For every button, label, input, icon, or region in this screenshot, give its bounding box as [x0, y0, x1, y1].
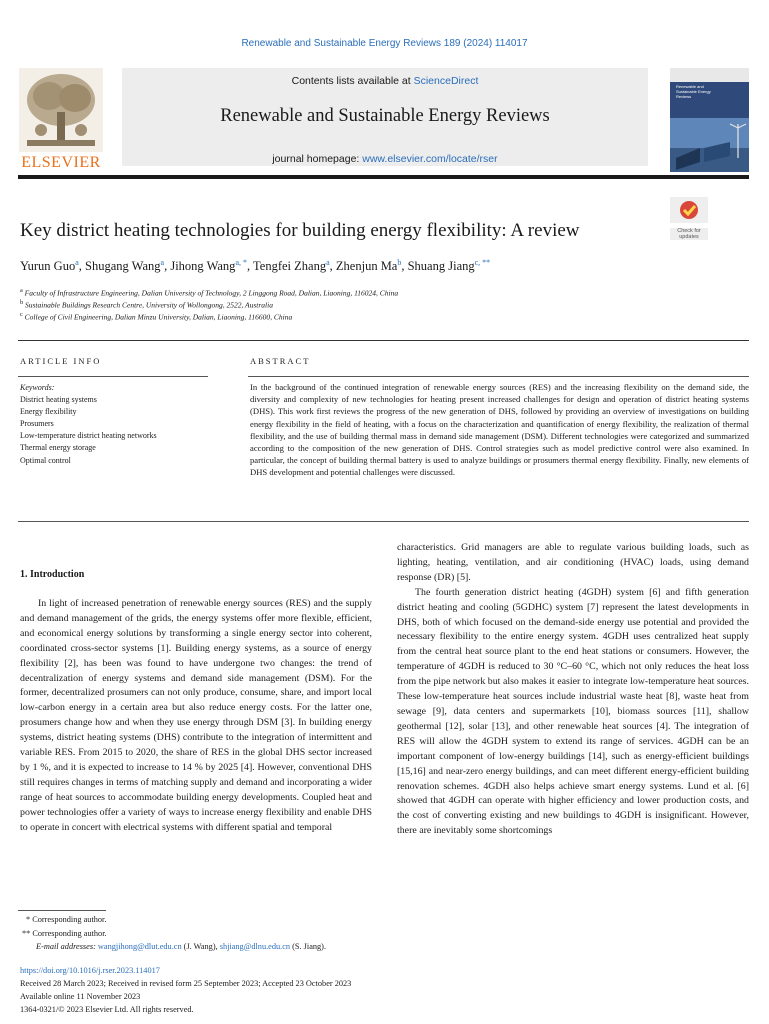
abstract-body: In the background of the continued integration of renewable energy sources (RES) and the increasing flexibility on the demand side, the diversity and complexity of new technologies for heating present increased challenges for design and operation of district heating systems (DHS). This work first reviews the progress of the new generation of DHS, followed by providing an overview of investigations on building energy flexibility in the field of heating, with a focus on the characterization and quantification of energy flexibility, the realization of thermal flexibility, and the use of building thermal mass in demand side management (DSM). Different technologies were categorized and summarized according to the composition of the new generation of DHS. Control strategies such as model predictive control were also examined. In particular, the concept of building thermal battery is used to analyze buildings or prosumers thermal energy flexibility. Finally, new elements of DHS development and potential challenges were discussed. [250, 382, 749, 478]
author-list: Yurun Guo$^a$, Shugang Wang$^a$, Jihong Wang$^{a, *}$, Tengfei Zhang$^a$, Zhenjun Ma$^b$, Shuang Jiang$^{c, **}$ [20, 258, 491, 274]
abstract-bottom-rule [18, 521, 749, 522]
article-info-rule [18, 376, 208, 377]
keyword-item: Low-temperature district heating networks [20, 431, 157, 441]
header-divider [18, 175, 749, 179]
homepage-prefix: journal homepage: [272, 153, 363, 165]
article-info-heading: ARTICLE INFO [20, 356, 102, 366]
affiliation-c: $^c$ College of Civil Engineering, Dalian Minzu University, Dalian, Liaoning, 116600, China [20, 311, 293, 322]
email-link-wang[interactable]: wangjihong@dlut.edu.cn [97, 942, 182, 951]
contents-prefix: Contents lists available at [291, 75, 414, 87]
intro-left-column [20, 597, 372, 836]
keywords-section [20, 382, 210, 467]
author-name[interactable]: Zhenjun Ma [335, 259, 398, 274]
author-name[interactable]: Tengfei Zhang [253, 259, 327, 274]
intro-right-column [397, 541, 749, 839]
email-owner: (J. Wang), [181, 942, 220, 951]
journal-cover-image[interactable] [670, 68, 749, 172]
author-affiliation-marker[interactable]: a [75, 258, 79, 267]
author-name[interactable]: Shugang Wang [85, 259, 161, 274]
elsevier-logo[interactable] [19, 68, 103, 172]
intro-paragraph-2: The fourth generation district heating (4GDH) system [6] and fifth generation district heating and cooling (5GDHC) system [7] represent the latest developments in DHS, both of which focused on the demand-side energy use potential and provided the necessary flexibility to the entire energy system. 4GDH uses centralized heat supply from the central heat source plant to the end heat stations or consumers. However, the temperature of 4GDH is reduced to 30 °C–60 °C, which not only reduces the heat loss from the pipe network but also makes it easier to integrate low-temperature heat sources. These low-temperature heat sources include industrial waste heat [8], waste heat from sewage [9], data centers and supermarkets [10], biomass sources [11], shallow geothermal [12], solar [13], and other renewable heat sources [4]. The integration of RES will allow the 4GDH system to extend its range of services. 4GDH can be an important component of low-energy buildings [14], such as energy-efficient buildings [15,16] and near-zero energy buildings, and can meet different energy-efficient building renovation schemes. 4GDH also helps achieve smart energy systems. Lund et al. [6] showed that 4GDH can operate with higher efficiency and lower production costs, and the cost of converting existing and new buildings to 4GDH is insignificant. However, there are inevitably some shortcomings [397, 586, 749, 837]
intro-continuation: characteristics. Grid managers are able to regulate various building loads, such as lighting, heating, ventilation, and air conditioning (HVAC) loads, using demand response (DR) [5]. [397, 542, 749, 583]
email-link-jiang[interactable]: shjiang@dlnu.edu.cn [219, 942, 291, 951]
journal-reference[interactable]: Renewable and Sustainable Energy Reviews 189 (2024) 114017 [241, 38, 528, 49]
contents-line [122, 75, 648, 87]
author-name[interactable]: Shuang Jiang [407, 259, 475, 274]
affiliation-a: $^a$ Faculty of Infrastructure Engineering, Dalian University of Technology, 2 Linggong Road, Dalian, Liaoning, 116024, China [20, 287, 399, 298]
sciencedirect-link[interactable]: ScienceDirect [413, 75, 479, 87]
author-affiliation-marker[interactable]: a, * [235, 258, 247, 267]
homepage-line [122, 153, 648, 165]
keywords-label: Keywords: [20, 383, 55, 392]
author-affiliation-marker[interactable]: b [397, 258, 402, 267]
received-dates: Received 28 March 2023; Received in revised form 25 September 2023; Accepted 23 October 2023 [20, 979, 352, 988]
keyword-item: Thermal energy storage [20, 443, 96, 453]
article-title: Key district heating technologies for building energy flexibility: A review [20, 220, 580, 241]
corresponding-author-1: * Corresponding author. [26, 915, 107, 924]
affiliation-divider [18, 340, 749, 341]
homepage-link[interactable]: www.elsevier.com/locate/rser [362, 153, 498, 165]
abstract-rule [248, 376, 749, 377]
email-addresses [36, 941, 326, 954]
cover-art-icon [670, 118, 749, 172]
elsevier-tree-icon [19, 68, 103, 152]
check-updates-label: Check for updates [670, 228, 708, 240]
check-updates-icon [670, 197, 708, 223]
author-name[interactable]: Yurun Guo [20, 259, 76, 274]
email-owner: (S. Jiang). [290, 942, 327, 951]
keyword-item: Energy flexibility [20, 407, 77, 417]
publisher-name: ELSEVIER [21, 154, 101, 171]
footnote-rule [18, 910, 106, 911]
cover-title: Renewable and Sustainable Energy Reviews [676, 84, 711, 99]
author-affiliation-marker[interactable]: a [326, 258, 330, 267]
author-affiliation-marker[interactable]: c, ** [474, 258, 491, 267]
keyword-item: District heating systems [20, 395, 97, 405]
doi-link[interactable]: https://doi.org/10.1016/j.rser.2023.114017 [20, 966, 160, 975]
affiliation-b: $^b$ Sustainable Buildings Research Centre, University of Wollongong, 2522, Australia [20, 299, 273, 310]
keyword-item: Optimal control [20, 455, 71, 465]
section-heading-introduction: 1. Introduction [20, 569, 85, 580]
author-name[interactable]: Jihong Wang [170, 259, 236, 274]
copyright: 1364-0321/© 2023 Elsevier Ltd. All rights reserved. [20, 1005, 194, 1014]
email-label: E-mail addresses: [36, 942, 98, 951]
keyword-item: Prosumers [20, 419, 54, 429]
intro-paragraph-1: In light of increased penetration of renewable energy sources (RES) and the supply and demand management of the grids, the energy systems offer more flexible, efficient, and economical energy solutions by transforming a single energy sector into coherent, coordinated cross-sector systems [1]. Building energy systems, as a source of energy flexibility [2], has been was found to have undergone two changes: the trend of decentralization of energy systems and demand side management (DSM). For the former, decentralized prosumers can not only produce, consume, share, and import local low-carbon energy in a certain area but also reduce energy costs. For the latter one, prosumers change how and when they use energy through DSM [3]. In building energy systems, district heating systems (DHS) contribute to the integration of intermittent and variable RES. From 2015 to 2020, the share of RES in the global DHS sector increased by 1 %, and it is expected to increase to 14 % by 2025 [4]. However, conventional DHS still requires changes in terms of matching supply and demand and incorporating a wider range of heat sources to accommodate building energy developments. Coupled heat and power technologies offer a variety of ways to increase energy flexibility and enable DHS to operate in concert with electrical systems with different spatial and temporal [20, 598, 372, 833]
abstract-heading: ABSTRACT [250, 356, 311, 366]
available-online: Available online 11 November 2023 [20, 992, 141, 1001]
check-for-updates-badge[interactable] [670, 197, 708, 240]
author-affiliation-marker[interactable]: a [160, 258, 165, 267]
corresponding-author-2: ** Corresponding author. [22, 929, 107, 938]
journal-title: Renewable and Sustainable Energy Reviews [220, 106, 550, 126]
